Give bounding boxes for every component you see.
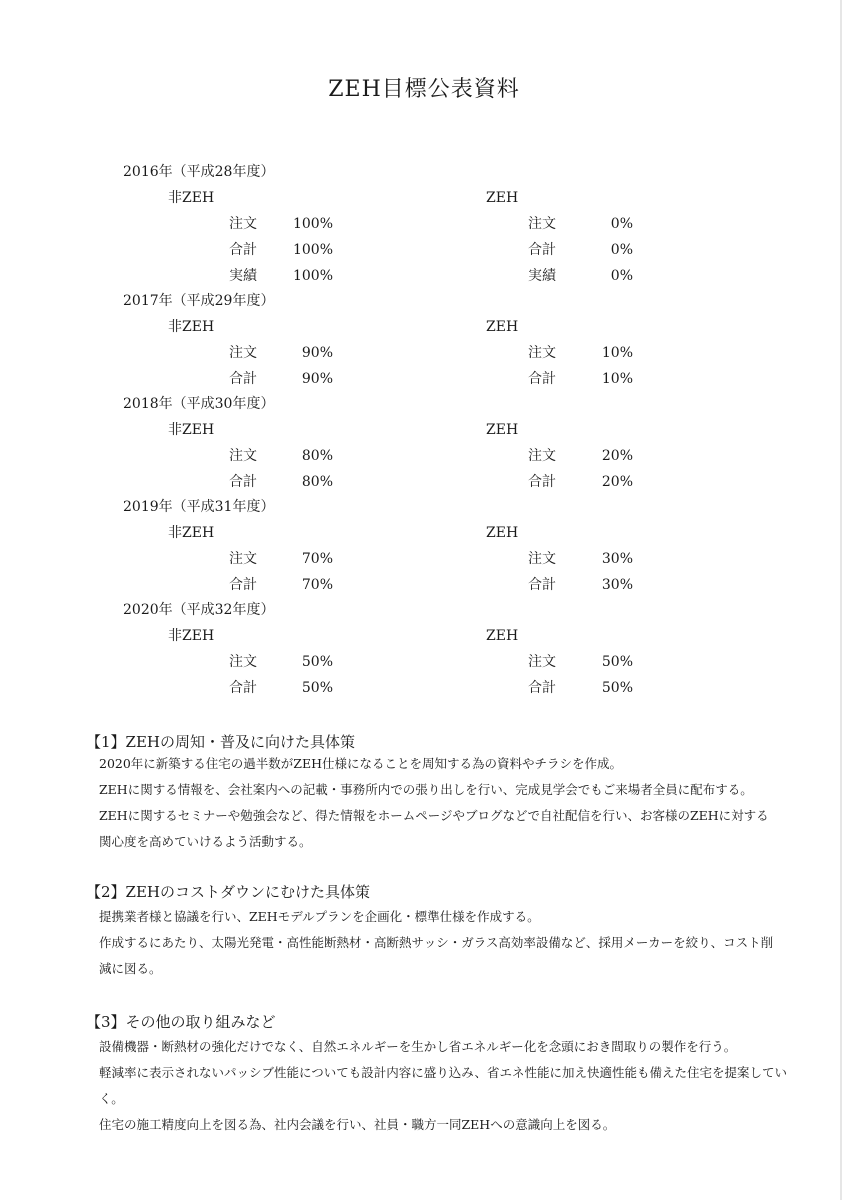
row-label: 合計	[528, 242, 556, 258]
row-label: 合計	[528, 577, 556, 593]
body-line: 軽減率に表示されないパッシブ性能についても設計内容に盛り込み、省エネ性能に加え快適性能も備えた住宅を提案してい	[99, 1065, 788, 1080]
row-value: 30%	[601, 551, 633, 567]
body-line: ZEHに関する情報を、会社案内への記載・事務所内での張り出しを行い、完成見学会でもご来場者全員に配布する。	[99, 782, 753, 797]
body-line: 作成するにあたり、太陽光発電・高性能断熱材・高断熱サッシ・ガラス高効率設備など、採用メーカーを絞り、コスト削	[99, 935, 774, 950]
row-value: 20%	[601, 448, 633, 464]
row-label: 実績	[528, 268, 556, 284]
row-value: 0%	[610, 216, 633, 232]
year-heading: 2017年（平成29年度）	[123, 293, 275, 309]
row-value: 70%	[301, 577, 333, 593]
row-value: 10%	[601, 345, 633, 361]
row-value: 50%	[301, 680, 333, 696]
page-title: ZEH目標公表資料	[328, 77, 520, 102]
row-label: 合計	[229, 680, 257, 696]
row-value: 0%	[610, 268, 633, 284]
body-line: 住宅の施工精度向上を図る為、社内会議を行い、社員・職方一同ZEHへの意識向上を図る。	[99, 1117, 616, 1132]
body-line: 2020年に新築する住宅の過半数がZEH仕様になることを周知する為の資料やチラシを作成。	[99, 756, 623, 771]
row-value: 100%	[292, 216, 333, 232]
row-value: 80%	[301, 474, 333, 490]
non-zeh-label: 非ZEH	[168, 422, 215, 438]
row-label: 合計	[528, 680, 556, 696]
row-value: 50%	[601, 680, 633, 696]
zeh-label: ZEH	[486, 422, 519, 438]
section-heading: 【1】ZEHの周知・普及に向けた具体策	[86, 733, 355, 751]
zeh-label: ZEH	[486, 319, 519, 335]
row-value: 50%	[601, 654, 633, 670]
row-value: 100%	[292, 242, 333, 258]
row-label: 注文	[528, 551, 556, 567]
row-value: 10%	[601, 371, 633, 387]
body-line: 関心度を高めていけるよう活動する。	[99, 834, 312, 849]
row-label: 注文	[528, 654, 556, 670]
section-heading: 【2】ZEHのコストダウンにむけた具体策	[86, 883, 370, 901]
row-label: 注文	[229, 551, 257, 567]
row-label: 合計	[229, 371, 257, 387]
year-heading: 2020年（平成32年度）	[123, 602, 275, 618]
section-body	[99, 1034, 799, 1138]
row-value: 80%	[301, 448, 333, 464]
row-label: 合計	[528, 371, 556, 387]
year-heading: 2016年（平成28年度）	[123, 164, 275, 180]
year-heading: 2019年（平成31年度）	[123, 499, 275, 515]
non-zeh-label: 非ZEH	[168, 190, 215, 206]
row-label: 合計	[229, 242, 257, 258]
zeh-label: ZEH	[486, 525, 519, 541]
row-value: 70%	[301, 551, 333, 567]
row-label: 注文	[229, 448, 257, 464]
row-label: 合計	[229, 577, 257, 593]
non-zeh-label: 非ZEH	[168, 525, 215, 541]
row-label: 注文	[229, 216, 257, 232]
section-body	[99, 904, 799, 982]
page-edge	[840, 0, 842, 1200]
row-value: 20%	[601, 474, 633, 490]
body-line: 設備機器・断熱材の強化だけでなく、自然エネルギーを生かし省エネルギー化を念頭におき間取りの製作を行う。	[99, 1039, 737, 1054]
non-zeh-label: 非ZEH	[168, 628, 215, 644]
row-value: 90%	[301, 345, 333, 361]
year-heading: 2018年（平成30年度）	[123, 396, 275, 412]
row-label: 実績	[229, 268, 257, 284]
row-label: 合計	[528, 474, 556, 490]
row-label: 注文	[528, 345, 556, 361]
section-body	[99, 751, 799, 855]
row-value: 0%	[610, 242, 633, 258]
body-line: 提携業者様と協議を行い、ZEHモデルプランを企画化・標準仕様を作成する。	[99, 909, 540, 924]
row-label: 合計	[229, 474, 257, 490]
row-label: 注文	[528, 448, 556, 464]
row-value: 50%	[301, 654, 333, 670]
row-label: 注文	[229, 654, 257, 670]
row-value: 30%	[601, 577, 633, 593]
zeh-label: ZEH	[486, 190, 519, 206]
row-value: 100%	[292, 268, 333, 284]
body-line: 減に図る。	[99, 961, 162, 976]
row-value: 90%	[301, 371, 333, 387]
row-label: 注文	[528, 216, 556, 232]
zeh-label: ZEH	[486, 628, 519, 644]
non-zeh-label: 非ZEH	[168, 319, 215, 335]
section-heading: 【3】その他の取り組みなど	[86, 1013, 276, 1031]
body-line: く。	[99, 1091, 124, 1106]
body-line: ZEHに関するセミナーや勉強会など、得た情報をホームページやブログなどで自社配信を行い、お客様のZEHに対する	[99, 808, 769, 823]
row-label: 注文	[229, 345, 257, 361]
